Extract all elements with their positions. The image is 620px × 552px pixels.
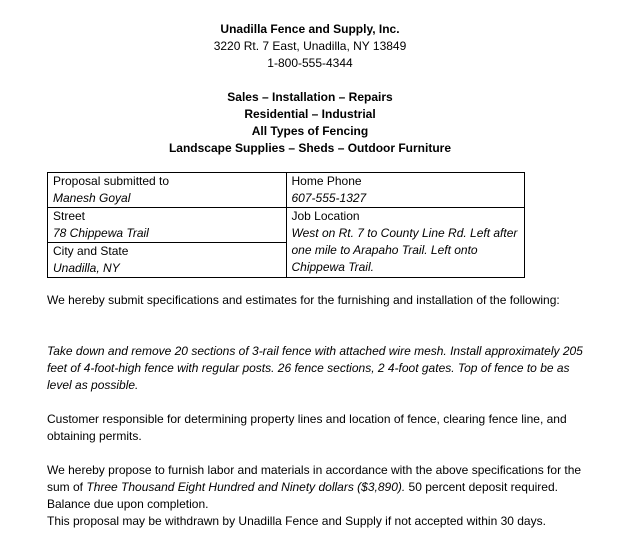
responsibility-paragraph: Customer responsible for determining property lines and location of fence, clearing fence line, and obtaining permits. bbox=[47, 412, 567, 443]
proposal-label: Proposal submitted to bbox=[53, 174, 170, 188]
home-phone-value: 607-555-1327 bbox=[291, 191, 367, 205]
home-phone-label: Home Phone bbox=[291, 174, 362, 188]
job-location-cell bbox=[286, 208, 525, 278]
services-line: Residential – Industrial bbox=[244, 107, 376, 121]
company-header bbox=[0, 21, 620, 72]
company-phone: 1-800-555-4344 bbox=[267, 56, 353, 70]
company-address: 3220 Rt. 7 East, Unadilla, NY 13849 bbox=[213, 39, 407, 53]
specifications-paragraph: Take down and remove 20 sections of 3-rail fence with attached wire mesh. Install approximately 205 feet of 4-foot-high fence with regular posts. 26 fence sections, 2 4-foot gates. Top of fence to be as level as possible. bbox=[47, 344, 583, 392]
table-row bbox=[48, 208, 525, 243]
street-value: 78 Chippewa Trail bbox=[53, 226, 149, 240]
services-line: Sales – Installation – Repairs bbox=[227, 90, 393, 104]
city-cell bbox=[48, 243, 287, 278]
street-label: Street bbox=[53, 209, 86, 223]
services-list bbox=[0, 89, 620, 157]
home-phone-cell bbox=[286, 173, 525, 208]
proposal-text-suffix: 50 percent deposit required. Balance due upon completion. bbox=[47, 480, 558, 511]
proposal-paragraph bbox=[47, 462, 587, 530]
intro-paragraph: We hereby submit specifications and estimates for the furnishing and installation of the following: bbox=[47, 293, 560, 307]
street-cell bbox=[48, 208, 287, 243]
city-label: City and State bbox=[53, 244, 129, 258]
services-line: Landscape Supplies – Sheds – Outdoor Furniture bbox=[168, 141, 452, 155]
table-row bbox=[48, 173, 525, 208]
job-location-label: Job Location bbox=[291, 209, 360, 223]
proposal-value: Manesh Goyal bbox=[53, 191, 131, 205]
company-name: Unadilla Fence and Supply, Inc. bbox=[220, 22, 400, 36]
proposal-text-prefix: We hereby propose to furnish labor and materials in accordance with the above specifications for the sum of bbox=[47, 463, 582, 494]
job-location-value: West on Rt. 7 to County Line Rd. Left after one mile to Arapaho Trail. Left onto Chippewa Trail. bbox=[291, 226, 518, 274]
city-value: Unadilla, NY bbox=[53, 261, 120, 275]
proposal-amount: Three Thousand Eight Hundred and Ninety dollars ($3,890). bbox=[86, 480, 406, 494]
customer-info-table bbox=[47, 172, 525, 278]
withdrawal-notice: This proposal may be withdrawn by Unadilla Fence and Supply if not accepted within 30 days. bbox=[47, 514, 546, 528]
services-line: All Types of Fencing bbox=[251, 124, 369, 138]
proposal-cell bbox=[48, 173, 287, 208]
